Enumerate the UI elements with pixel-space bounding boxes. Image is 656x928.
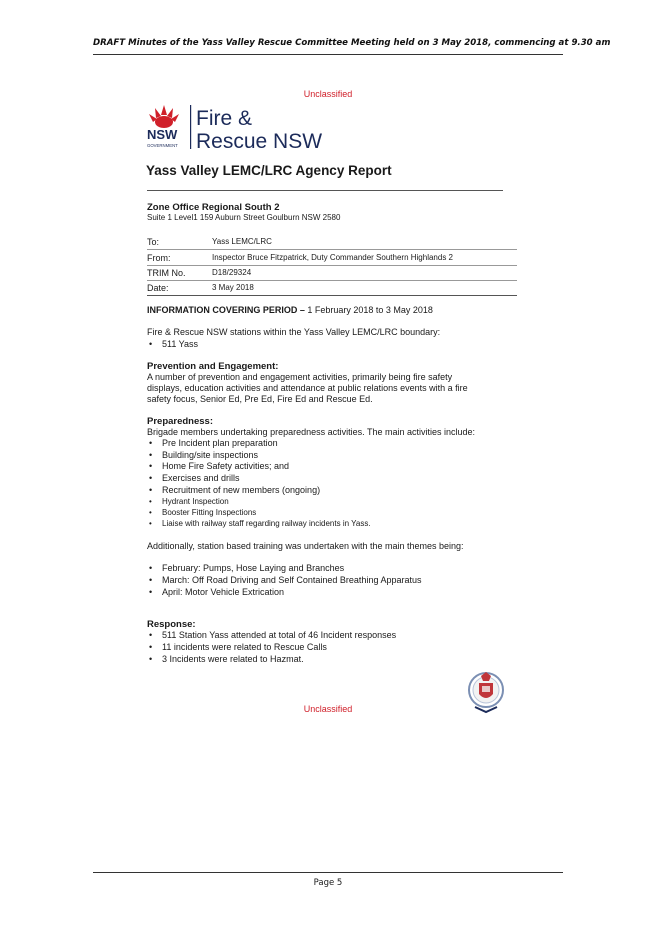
prevention-line: displays, education activities and attendance at public relations events with a fire xyxy=(147,383,468,393)
response-heading: Response: xyxy=(147,619,196,630)
logo-fire-text: Fire & xyxy=(196,107,253,130)
meta-label-date: Date: xyxy=(147,283,169,293)
preparedness-item: • Building/site inspections xyxy=(162,450,258,460)
header-rule xyxy=(93,54,563,55)
training-item: • April: Motor Vehicle Extrication xyxy=(162,587,284,597)
period-label: INFORMATION COVERING PERIOD – xyxy=(147,305,305,315)
meta-divider xyxy=(147,265,517,266)
logo-government-text: GOVERNMENT xyxy=(147,143,178,148)
response-item: • 3 Incidents were related to Hazmat. xyxy=(162,654,304,664)
meta-value-date: 3 May 2018 xyxy=(212,283,254,292)
zone-office-name: Zone Office Regional South 2 xyxy=(147,202,280,213)
preparedness-item: • Recruitment of new members (ongoing) xyxy=(162,485,320,495)
waratah-icon xyxy=(146,101,346,153)
preparedness-item: • Pre Incident plan preparation xyxy=(162,438,278,448)
preparedness-item: • Home Fire Safety activities; and xyxy=(162,461,289,471)
logo-rescue-text: Rescue NSW xyxy=(196,130,323,153)
prevention-line: A number of prevention and engagement activities, primarily being fire safety xyxy=(147,372,453,382)
logo-nsw-text: NSW xyxy=(147,127,178,142)
station-item: • 511 Yass xyxy=(162,339,198,349)
footer-rule xyxy=(93,872,563,873)
title-rule xyxy=(147,190,503,191)
preparedness-intro: Brigade members undertaking preparedness activities. The main activities include: xyxy=(147,427,475,437)
zone-office-address: Suite 1 Level1 159 Auburn Street Goulburn NSW 2580 xyxy=(147,213,341,222)
information-period xyxy=(147,305,433,315)
preparedness-item: • Exercises and drills xyxy=(162,473,240,483)
classification-bottom: Unclassified xyxy=(303,704,353,714)
classification-top: Unclassified xyxy=(303,89,353,99)
preparedness-item: • Booster Fitting Inspections xyxy=(162,508,256,517)
prevention-heading: Prevention and Engagement: xyxy=(147,361,279,372)
meta-label-from: From: xyxy=(147,253,171,263)
prevention-line: safety focus, Senior Ed, Pre Ed, Fire Ed and Rescue Ed. xyxy=(147,394,373,404)
report-title: Yass Valley LEMC/LRC Agency Report xyxy=(146,163,392,178)
meta-value-to: Yass LEMC/LRC xyxy=(212,237,272,246)
meta-label-trim: TRIM No. xyxy=(147,268,186,278)
training-intro: Additionally, station based training was undertaken with the main themes being: xyxy=(147,541,464,551)
meta-label-to: To: xyxy=(147,237,160,247)
meta-divider xyxy=(147,280,517,281)
period-value: 1 February 2018 to 3 May 2018 xyxy=(304,305,433,315)
meta-table-bottom-rule xyxy=(147,295,517,296)
preparedness-item: • Liaise with railway staff regarding railway incidents in Yass. xyxy=(162,519,371,528)
document-header: DRAFT Minutes of the Yass Valley Rescue Committee Meeting held on 3 May 2018, commencing at 9.30 am xyxy=(93,38,611,48)
meta-value-from: Inspector Bruce Fitzpatrick, Duty Commander Southern Highlands 2 xyxy=(212,253,453,262)
preparedness-heading: Preparedness: xyxy=(147,416,214,427)
response-item: • 511 Station Yass attended at total of 46 Incident responses xyxy=(162,630,396,640)
preparedness-item: • Hydrant Inspection xyxy=(162,497,229,506)
stations-intro: Fire & Rescue NSW stations within the Yass Valley LEMC/LRC boundary: xyxy=(147,327,441,337)
meta-value-trim: D18/29324 xyxy=(212,268,252,277)
fire-rescue-nsw-logo xyxy=(146,101,346,153)
training-item: • March: Off Road Driving and Self Contained Breathing Apparatus xyxy=(162,575,421,585)
meta-divider xyxy=(147,249,517,250)
page-number: Page 5 xyxy=(313,878,343,888)
training-item: • February: Pumps, Hose Laying and Branches xyxy=(162,563,344,573)
response-item: • 11 incidents were related to Rescue Calls xyxy=(162,642,327,652)
